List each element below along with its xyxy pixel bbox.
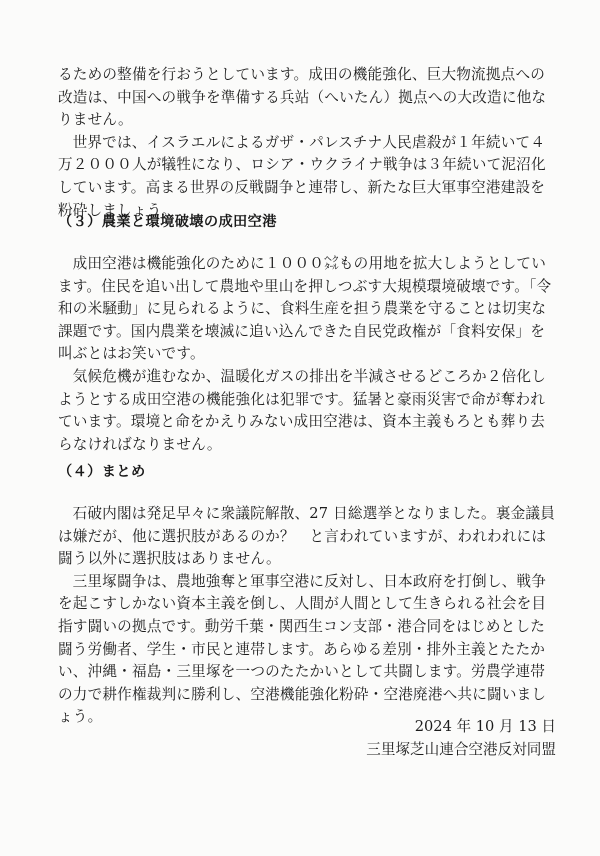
paragraph: 石破内閣は発足早々に衆議院解散、27 日総選挙となりました。裏金議員は嫌だが、他に選択肢があるのか？ と言われていますが、われわれには闘う以外に選択肢はありません。: [58, 505, 556, 568]
signoff: [366, 716, 556, 761]
organization-name: 三里塚芝山連合空港反対同盟: [366, 740, 556, 758]
section-heading: （４）まとめ: [58, 464, 146, 480]
section4-body: [58, 503, 556, 729]
paragraph: 世界では、イスラエルによるガザ・パレスチナ人民虐殺が１年続いて４万２０００人が犠牲になり、ロシア・ウクライナ戦争は３年続いて泥沼化しています。高まる世界の反戦闘争と連帯し、新たな巨大軍事空港建設を粉砕しましょう。: [58, 133, 546, 219]
intro-section: [58, 64, 556, 222]
section-heading: （３）農業と環境破壊の成田空港: [58, 214, 277, 230]
paragraph: 三里塚闘争は、農地強奪と軍事空港に反対し、日本政府を打倒し、戦争を起こすしかない資本主義を倒し、人間が人間として生きられる社会を目指す闘いの拠点です。動労千葉・関西生コン支部・港合同をはじめとした闘う労働者、学生・市民と連帯します。あらゆる差別・排外主義とたたかい、沖縄・福島・三里塚を一つのたたかいとして共闘します。労農学連帯の力で耕作権裁判に勝利し、空港機能強化粉砕・空港廃港へ共に闘いましょう。: [58, 572, 547, 726]
paragraph: 気候危機が進むなか、温暖化ガスの排出を半減させるどころか２倍化しようとする成田空港の機能強化は犯罪です。猛暑と豪雨災害で命が奪われています。環境と命をかえりみない成田空港は、資本主義もろとも葬り去らなければなりません。: [58, 367, 546, 453]
paragraph: るための整備を行おうとしています。成田の機能強化、巨大物流拠点への改造は、中国への戦争を準備する兵站（へいたん）拠点への大改造に他なりません。: [58, 66, 547, 129]
paragraph: 成田空港は機能強化のために１０００㌶もの用地を拡大しようとしています。住民を追い出して農地や里山を押しつぶす大規模環境破壊です。「令和の米騒動」に見られるように、食料生産を担う農業を守ることは切実な課題です。国内農業を壊滅に追い込んできた自民党政権が「食料安保」を叫ぶとはお笑いです。: [58, 255, 552, 363]
section3-body: [58, 253, 556, 456]
date: 2024 年 10 月 13 日: [414, 718, 556, 735]
